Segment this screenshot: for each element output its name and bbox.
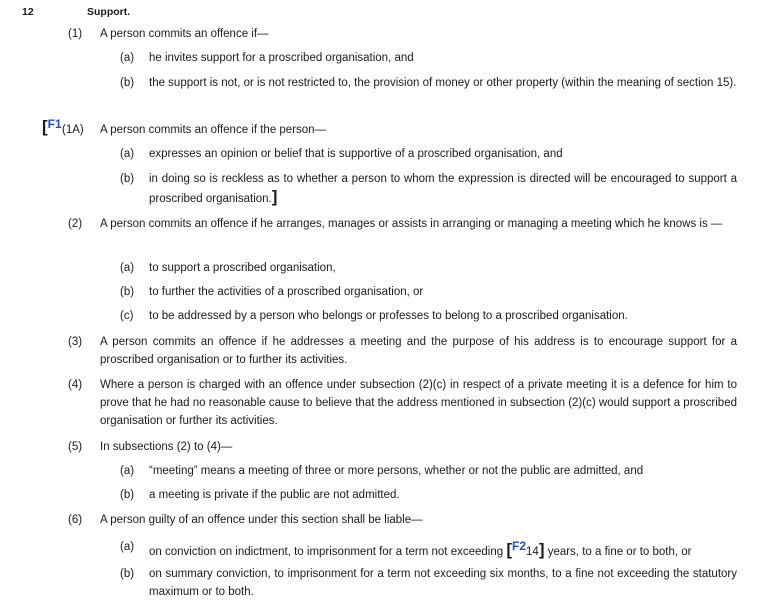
para-1b-text: the support is not, or is not restricted to, the provision of money or other property (within the meaning of section 15). — [149, 77, 737, 89]
amended-value: 14 — [526, 546, 539, 558]
subsection-3-label: (3) — [68, 336, 83, 348]
annotation-f2-link[interactable]: F2 — [512, 539, 527, 553]
para-2a-label: (a) — [120, 262, 135, 274]
para-1a-label: (a) — [120, 52, 135, 64]
para-1Aa-label: (a) — [120, 148, 135, 160]
para-1Ab-label: (b) — [120, 173, 135, 185]
subsection-3-text: A person commits an offence if he addresses a meeting and the purpose of his address is to encourage support for a proscribed organisation or to further its activities. — [100, 336, 737, 366]
para-5b-text: a meeting is private if the public are not admitted. — [149, 489, 400, 501]
para-2a-text: to support a proscribed organisation, — [149, 262, 336, 274]
amendment-marker-f1[interactable] — [42, 117, 62, 137]
para-1b-label: (b) — [120, 77, 135, 89]
para-6a-text-before: on conviction on indictment, to imprisonment for a term not exceeding — [149, 546, 504, 558]
subsection-1-text: A person commits an offence if— — [100, 28, 269, 40]
para-2c-text: to be addressed by a person who belongs or professes to belong to a proscribed organisation. — [149, 310, 628, 322]
subsection-4-label: (4) — [68, 379, 83, 391]
open-bracket: [ — [42, 117, 48, 136]
subsection-5-label: (5) — [68, 441, 83, 453]
subsection-6-label: (6) — [68, 514, 83, 526]
subsection-6-text: A person guilty of an offence under this section shall be liable— — [100, 514, 423, 526]
para-5a-text: “meeting” means a meeting of three or more persons, whether or not the public are admitted, and — [149, 465, 644, 477]
para-6a-text-after: years, to a fine or to both, or — [547, 546, 692, 558]
subsection-1A-label: (1A) — [62, 124, 84, 136]
subsection-1-label: (1) — [68, 28, 83, 40]
para-1a-text: he invites support for a proscribed organisation, and — [149, 52, 414, 64]
open-bracket: [ — [506, 540, 512, 559]
para-6b-text: on summary conviction, to imprisonment for a term not exceeding six months, to a fine not exceeding the statutory maximum or to both. — [149, 568, 737, 598]
para-6b-label: (b) — [120, 568, 135, 580]
section-title: Support. — [87, 6, 131, 18]
subsection-5-text: In subsections (2) to (4)— — [100, 441, 233, 453]
para-2c-label: (c) — [120, 310, 134, 322]
para-1Ab-text: in doing so is reckless as to whether a person to whom the expression is directed will be encouraged to support a proscribed organisation.] — [149, 173, 737, 206]
para-2b-label: (b) — [120, 286, 135, 298]
subsection-1A-text: A person commits an offence if the person— — [100, 124, 327, 136]
subsection-4-text: Where a person is charged with an offence under subsection (2)(c) in respect of a private meeting it is a defence for him to prove that he had no reasonable cause to believe that the address mentioned in subsection (2)(c) would support a proscribed organisation or further its activities. — [100, 379, 737, 427]
para-1Aa-text: expresses an opinion or belief that is supportive of a proscribed organisation, and — [149, 148, 563, 160]
para-6a-label: (a) — [120, 541, 135, 553]
subsection-2-text: A person commits an offence if he arranges, manages or assists in arranging or managing a meeting which he knows is — — [100, 218, 723, 230]
para-5b-label: (b) — [120, 489, 135, 501]
para-5a-label: (a) — [120, 465, 135, 477]
section-number: 12 — [22, 6, 34, 18]
subsection-2-label: (2) — [68, 218, 83, 230]
para-6a-text — [149, 536, 692, 559]
para-2b-text: to further the activities of a proscribed organisation, or — [149, 286, 424, 298]
close-bracket: ] — [271, 187, 278, 206]
close-bracket: ] — [538, 540, 545, 559]
annotation-f1-link[interactable]: F1 — [47, 117, 62, 131]
